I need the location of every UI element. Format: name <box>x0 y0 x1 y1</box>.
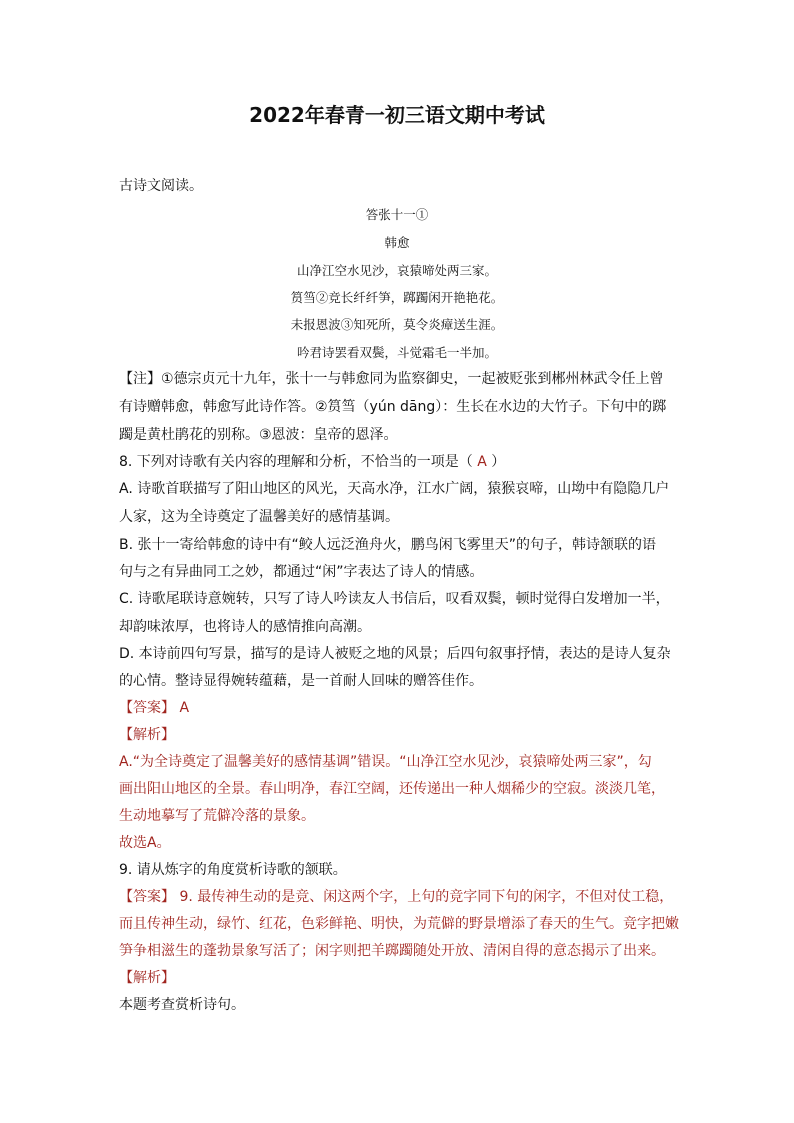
q8-answer-value: A <box>179 700 190 716</box>
q9-stem: 9. 请从炼字的角度赏析诗歌的颔联。 <box>119 862 347 878</box>
q9-analysis-label: 【解析】 <box>119 970 175 986</box>
q8-option-line: 却韵味浓厚，也将诗人的感情推向高潮。 <box>119 619 371 635</box>
q8-stem-text: 8. 下列对诗歌有关内容的理解和分析，不恰当的一项是（ <box>119 454 473 470</box>
q8-stem-answer: A <box>477 454 487 470</box>
poem-author: 韩愈 <box>384 235 410 250</box>
q8-answer-label: 【答案】 <box>119 700 175 716</box>
poem-title: 答张十一① <box>365 207 429 222</box>
q8-stem-close: ） <box>491 454 506 470</box>
q8-option-line: B. 张十一寄给韩愈的诗中有“鲛人远泛渔舟火，鹏鸟闲飞雾里天”的句子，韩诗颔联的语 <box>119 537 657 553</box>
q8-option-line: 句与之有异曲同工之妙，都通过“闲”字表达了诗人的情感。 <box>119 564 484 580</box>
q8-option-line: D. 本诗前四句写景，描写的是诗人被贬之地的风景；后四句叙事抒情，表达的是诗人复杂 <box>119 646 671 662</box>
q9-answer-line: 笋争相滋生的蓬勃景象写活了；闲字则把羊踯躅随处开放、清闲自得的意态揭示了出来。 <box>119 943 665 959</box>
q9-answer-line: 而且传神生动，绿竹、红花，色彩鲜艳、明快，为荒僻的野景增添了春天的生气。竞字把嫩 <box>119 916 679 932</box>
q8-option-line: 的心情。整诗显得婉转蕴藉，是一首耐人回味的赠答佳作。 <box>119 673 483 689</box>
q8-answer <box>119 698 189 718</box>
q9-answer-text: 9. 最传神生动的是竞、闲这两个字，上句的竞字同下句的闲字，不但对仗工稳， <box>179 889 674 905</box>
q8-analysis-line: 生动地摹写了荒僻冷落的景象。 <box>119 808 315 824</box>
q8-analysis-line: 画出阳山地区的全景。春山明净，春江空阔，还传递出一种人烟稀少的空寂。淡淡几笔， <box>119 781 665 797</box>
q9-answer-label: 【答案】 <box>119 889 175 905</box>
q8-analysis-line: A.“为全诗奠定了温馨美好的感情基调”错误。“山净江空水见沙，哀猿啼处两三家”，勾 <box>119 754 652 770</box>
poem-line-3: 未报恩波③知死所，莫令炎瘴送生涯。 <box>290 317 504 332</box>
poem-line-1: 山净江空水见沙，哀猿啼处两三家。 <box>296 263 497 278</box>
q9-answer-line-1 <box>119 887 673 907</box>
q8-option-line: C. 诗歌尾联诗意婉转，只写了诗人吟读友人书信后，叹看双鬓，顿时觉得白发增加一半， <box>119 591 670 607</box>
q8-option-line: 人家，这为全诗奠定了温馨美好的感情基调。 <box>119 509 399 525</box>
note-line-2: 有诗赠韩愈，韩愈写此诗作答。②筼筜（yún dāng）：生长在水边的大竹子。下句中的踯 <box>119 399 667 415</box>
poem-line-2: 筼筜②竞长纤纤笋，踯躅闲开艳艳花。 <box>290 290 504 305</box>
q8-stem <box>119 452 505 472</box>
q8-conclusion: 故选A。 <box>119 835 171 851</box>
note-line-1: 【注】①德宗贞元十九年，张十一与韩愈同为监察御史，一起被贬张到郴州林武令任上曾 <box>119 371 664 387</box>
poem-line-4: 吟君诗罢看双鬓，斗觉霜毛一半加。 <box>296 345 497 360</box>
q8-analysis-label: 【解析】 <box>119 727 175 743</box>
note-line-3: 躅是黄杜鹃花的别称。③恩波：皇帝的恩泽。 <box>119 427 398 443</box>
exam-title: 2022年春青一初三语文期中考试 <box>249 103 545 127</box>
section-label: 古诗文阅读。 <box>119 178 203 194</box>
q9-analysis-text: 本题考查赏析诗句。 <box>119 997 245 1013</box>
q8-option-line: A. 诗歌首联描写了阳山地区的风光，天高水净，江水广阔，猿猴哀啼，山坳中有隐隐几户 <box>119 481 670 497</box>
